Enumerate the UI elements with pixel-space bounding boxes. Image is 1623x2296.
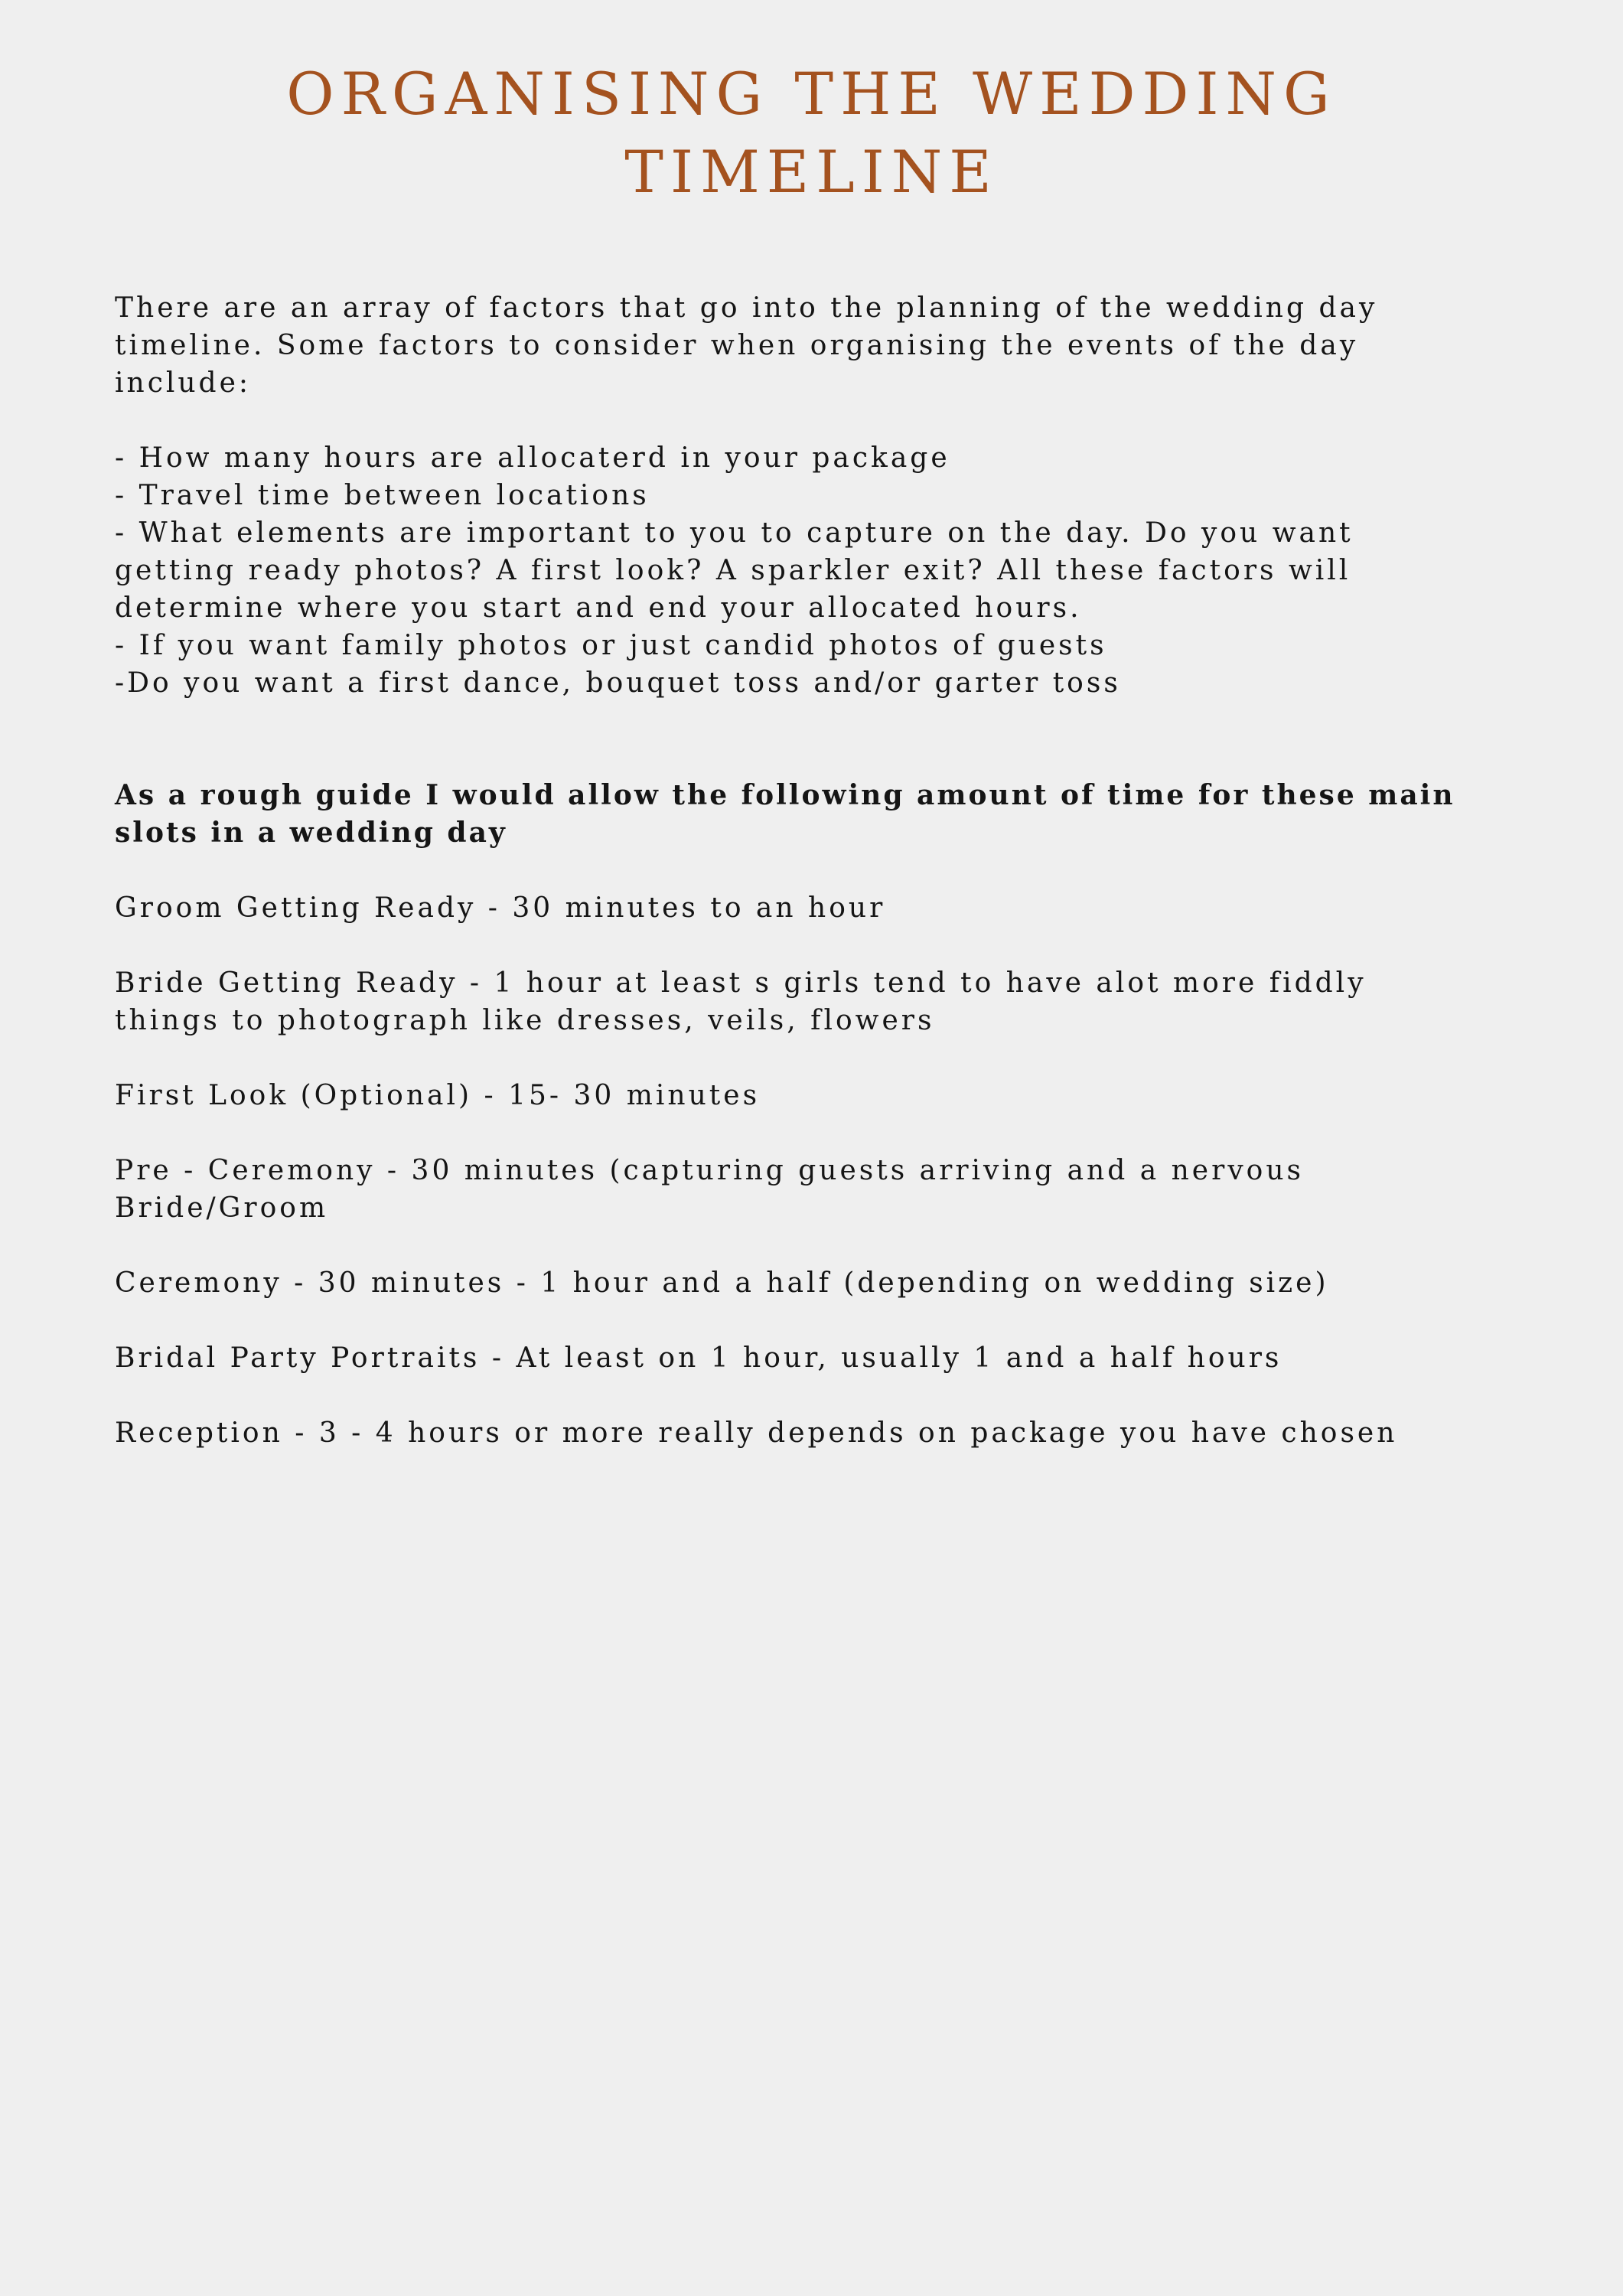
- factor-item: - If you want family photos or just candid photos of guests: [115, 630, 1107, 661]
- guide-heading: As a rough guide I would allow the following amount of time for these main slots in a wedding day: [115, 779, 1455, 849]
- spacer: [115, 927, 1515, 964]
- document-body: [115, 289, 1515, 1452]
- timeline-slot: First Look (Optional) - 15- 30 minutes: [115, 1080, 761, 1111]
- timeline-slot: Bride Getting Ready - 1 hour at least s girls tend to have alot more fiddly things to photograph like dresses, veils, flowers: [115, 967, 1367, 1036]
- timeline-slot: Bridal Party Portraits - At least on 1 hour, usually 1 and a half hours: [115, 1342, 1282, 1374]
- title-line-2: TIMELINE: [624, 138, 999, 206]
- page-title: [0, 55, 1623, 211]
- intro-paragraph: There are an array of factors that go into the planning of the wedding day timeline. Some factors to consider when organising the events of the day include:: [115, 292, 1378, 399]
- factors-list: [115, 439, 1515, 702]
- spacer: [115, 852, 1515, 889]
- title-line-1: ORGANISING THE WEDDING: [286, 60, 1337, 128]
- factor-item: - Travel time between locations: [115, 480, 650, 511]
- timeline-slot: Reception - 3 - 4 hours or more really depends on package you have chosen: [115, 1417, 1398, 1449]
- timeline-slot: Pre - Ceremony - 30 minutes (capturing guests arriving and a nervous Bride/Groom: [115, 1155, 1304, 1224]
- spacer: [115, 402, 1515, 439]
- timeline-slot: Groom Getting Ready - 30 minutes to an hour: [115, 892, 886, 924]
- timeline-slot: Ceremony - 30 minutes - 1 hour and a half (depending on wedding size): [115, 1267, 1329, 1299]
- spacer: [115, 702, 1515, 777]
- spacer: [115, 1302, 1515, 1339]
- factor-item: - How many hours are allocaterd in your package: [115, 442, 950, 474]
- factor-item: - What elements are important to you to capture on the day. Do you want getting ready photos? A first look? A sparkler exit? All these factors will determine where you start and end your allocated hours.: [115, 517, 1354, 624]
- spacer: [115, 1377, 1515, 1414]
- spacer: [115, 1039, 1515, 1077]
- spacer: [115, 1227, 1515, 1264]
- factor-item: -Do you want a first dance, bouquet toss and/or garter toss: [115, 667, 1121, 699]
- spacer: [115, 1114, 1515, 1152]
- timeline-slots: [115, 889, 1515, 1452]
